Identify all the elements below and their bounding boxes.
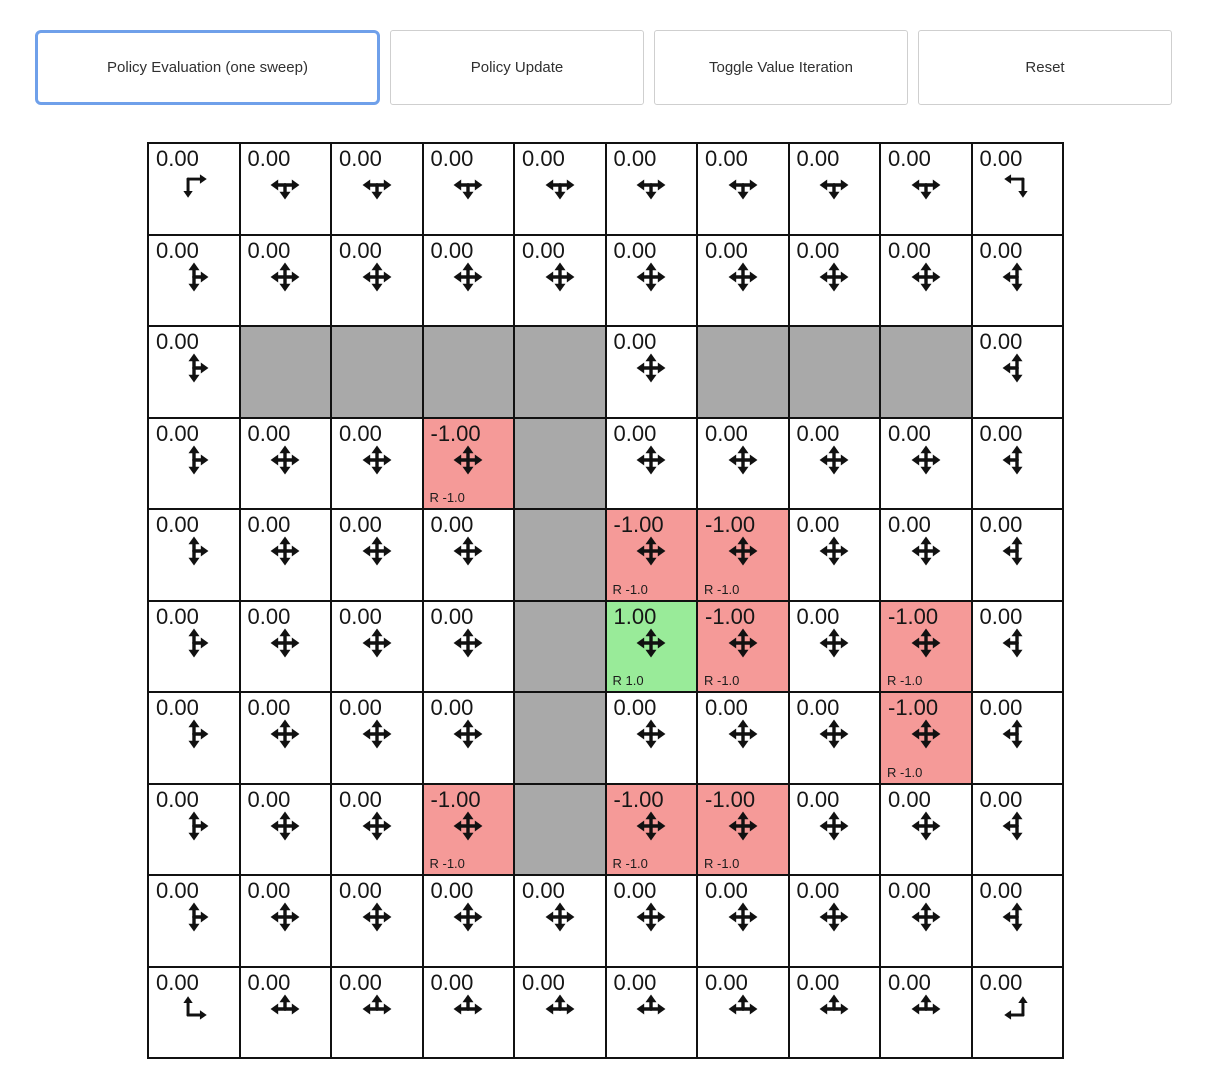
grid-cell[interactable] (606, 418, 698, 510)
grid-cell[interactable] (606, 326, 698, 418)
grid-cell[interactable] (697, 143, 789, 235)
cell-value: -1.00 (613, 786, 664, 812)
cell-value: 0.00 (247, 969, 291, 995)
policy-arrow-icon (634, 351, 668, 385)
policy-arrow-icon (268, 260, 302, 294)
policy-arrow-icon (1000, 809, 1034, 843)
policy-arrow-icon (1000, 351, 1034, 385)
cell-value: 0.00 (796, 420, 840, 446)
cell-value: 0.00 (156, 878, 199, 903)
cell-value: 0.00 (247, 878, 291, 903)
cell-value: 0.00 (796, 146, 840, 171)
grid-cell[interactable] (148, 967, 240, 1059)
policy-arrow-icon (1000, 534, 1034, 568)
policy-evaluation-button[interactable]: Policy Evaluation (one sweep) (35, 30, 380, 105)
wall-cell[interactable] (514, 692, 606, 784)
cell-value: 0.00 (339, 878, 382, 903)
reset-button[interactable]: Reset (918, 30, 1172, 105)
cell-reward: R -1.0 (429, 856, 465, 871)
cell-value: 0.00 (979, 969, 1023, 995)
grid-cell[interactable] (789, 967, 881, 1059)
cell-value: 0.00 (796, 969, 840, 995)
grid-cell[interactable] (240, 875, 332, 967)
cell-value: 0.00 (522, 237, 565, 263)
grid-cell[interactable] (514, 967, 606, 1059)
grid-cell[interactable] (789, 235, 881, 327)
wall-cell[interactable] (423, 326, 515, 418)
policy-arrow-icon (634, 626, 668, 660)
cell-reward: R -1.0 (429, 490, 465, 505)
grid-cell[interactable] (697, 235, 789, 327)
cell-reward: R 1.0 (612, 673, 644, 688)
grid-cell[interactable] (423, 509, 515, 601)
grid-cell[interactable] (606, 875, 698, 967)
policy-arrow-icon (177, 900, 211, 934)
cell-value: 0.00 (888, 237, 931, 263)
policy-arrow-icon (360, 260, 394, 294)
cell-value: 0.00 (613, 146, 657, 171)
toggle-value-iteration-button[interactable]: Toggle Value Iteration (654, 30, 908, 105)
policy-arrow-icon (177, 809, 211, 843)
policy-arrow-icon (726, 168, 760, 202)
policy-arrow-icon (177, 992, 211, 1026)
cell-value: 0.00 (888, 786, 931, 812)
cell-value: 1.00 (613, 603, 657, 629)
policy-arrow-icon (634, 443, 668, 477)
cell-value: 0.00 (796, 695, 840, 720)
cell-value: 0.00 (156, 786, 199, 812)
policy-arrow-icon (543, 992, 577, 1026)
cell-value: 0.00 (705, 420, 748, 446)
grid-cell[interactable] (514, 875, 606, 967)
cell-reward: R -1.0 (704, 856, 740, 871)
policy-arrow-icon (451, 626, 485, 660)
cell-value: 0.00 (613, 420, 657, 446)
cell-value: 0.00 (430, 969, 474, 995)
grid-cell[interactable] (514, 235, 606, 327)
grid-cell[interactable] (423, 601, 515, 693)
policy-arrow-icon (177, 351, 211, 385)
grid-cell[interactable] (423, 784, 515, 876)
policy-arrow-icon (177, 717, 211, 751)
cell-value: 0.00 (979, 512, 1023, 537)
policy-arrow-icon (268, 168, 302, 202)
policy-arrow-icon (360, 626, 394, 660)
policy-arrow-icon (909, 260, 943, 294)
cell-reward: R -1.0 (887, 673, 923, 688)
policy-arrow-icon (177, 260, 211, 294)
cell-reward: R -1.0 (887, 764, 923, 780)
policy-arrow-icon (268, 992, 302, 1026)
grid-cell[interactable] (972, 235, 1064, 327)
grid-cell[interactable] (606, 692, 698, 784)
policy-arrow-icon (1000, 900, 1034, 934)
cell-value: 0.00 (247, 146, 291, 171)
grid-cell[interactable] (697, 784, 789, 876)
policy-arrow-icon (268, 443, 302, 477)
policy-arrow-icon (909, 809, 943, 843)
cell-value: 0.00 (247, 420, 291, 446)
cell-reward: R -1.0 (704, 581, 740, 597)
grid-cell[interactable] (148, 326, 240, 418)
grid-cell[interactable] (789, 418, 881, 510)
policy-arrow-icon (634, 168, 668, 202)
grid-cell[interactable] (331, 875, 423, 967)
cell-reward: R -1.0 (704, 673, 740, 688)
wall-cell[interactable] (514, 326, 606, 418)
policy-arrow-icon (726, 443, 760, 477)
grid-cell[interactable] (423, 967, 515, 1059)
policy-arrow-icon (634, 992, 668, 1026)
policy-arrow-icon (268, 717, 302, 751)
policy-arrow-icon (543, 168, 577, 202)
policy-arrow-icon (909, 900, 943, 934)
policy-arrow-icon (817, 992, 851, 1026)
grid-cell[interactable] (606, 967, 698, 1059)
cell-value: 0.00 (979, 420, 1023, 446)
cell-reward: R -1.0 (612, 581, 648, 597)
grid-cell[interactable] (423, 235, 515, 327)
grid-cell[interactable] (423, 418, 515, 510)
cell-value: 0.00 (339, 146, 382, 171)
policy-arrow-icon (726, 534, 760, 568)
grid-cell[interactable] (240, 692, 332, 784)
cell-value: 0.00 (339, 603, 382, 629)
cell-value: 0.00 (613, 329, 657, 354)
policy-arrow-icon (726, 992, 760, 1026)
policy-arrow-icon (726, 260, 760, 294)
wall-cell[interactable] (514, 784, 606, 876)
policy-arrow-icon (909, 626, 943, 660)
cell-value: 0.00 (430, 512, 474, 537)
grid-cell[interactable] (789, 875, 881, 967)
cell-value: 0.00 (339, 420, 382, 446)
cell-value: 0.00 (430, 603, 474, 629)
cell-value: 0.00 (339, 969, 382, 995)
policy-arrow-icon (909, 443, 943, 477)
policy-arrow-icon (451, 260, 485, 294)
wall-cell[interactable] (514, 601, 606, 693)
policy-arrow-icon (543, 900, 577, 934)
policy-arrow-icon (177, 443, 211, 477)
grid-cell[interactable] (880, 692, 972, 784)
grid-cell[interactable] (972, 967, 1064, 1059)
grid-cell[interactable] (514, 143, 606, 235)
policy-arrow-icon (268, 900, 302, 934)
policy-arrow-icon (268, 809, 302, 843)
grid-cell[interactable] (697, 418, 789, 510)
cell-value: 0.00 (888, 146, 931, 171)
cell-value: 0.00 (156, 146, 199, 171)
policy-arrow-icon (360, 809, 394, 843)
policy-arrow-icon (268, 626, 302, 660)
cell-value: -1.00 (888, 695, 939, 720)
policy-arrow-icon (726, 717, 760, 751)
policy-arrow-icon (543, 260, 577, 294)
wall-cell[interactable] (697, 326, 789, 418)
policy-arrow-icon (817, 443, 851, 477)
cell-value: 0.00 (156, 329, 199, 354)
cell-value: -1.00 (613, 512, 664, 537)
policy-arrow-icon (360, 168, 394, 202)
grid-cell[interactable] (972, 601, 1064, 693)
policy-arrow-icon (726, 626, 760, 660)
cell-value: 0.00 (247, 695, 291, 720)
grid-cell[interactable] (148, 784, 240, 876)
cell-value: 0.00 (247, 603, 291, 629)
grid-cell[interactable] (148, 143, 240, 235)
policy-arrow-icon (451, 809, 485, 843)
wall-cell[interactable] (331, 326, 423, 418)
cell-value: 0.00 (522, 146, 565, 171)
cell-value: 0.00 (156, 512, 199, 537)
grid-cell[interactable] (972, 418, 1064, 510)
grid-cell[interactable] (606, 143, 698, 235)
policy-arrow-icon (451, 717, 485, 751)
grid-cell[interactable] (331, 967, 423, 1059)
grid-cell[interactable] (423, 692, 515, 784)
grid-cell[interactable] (331, 692, 423, 784)
grid-cell[interactable] (606, 601, 698, 693)
policy-arrow-icon (817, 717, 851, 751)
cell-value: 0.00 (705, 878, 748, 903)
grid-cell[interactable] (697, 875, 789, 967)
cell-value: 0.00 (339, 695, 382, 720)
cell-value: 0.00 (339, 237, 382, 263)
policy-arrow-icon (451, 900, 485, 934)
cell-value: -1.00 (430, 786, 481, 812)
cell-value: 0.00 (705, 969, 748, 995)
grid-cell[interactable] (880, 509, 972, 601)
policy-arrow-icon (817, 900, 851, 934)
policy-arrow-icon (451, 443, 485, 477)
cell-value: 0.00 (979, 603, 1023, 629)
cell-value: 0.00 (430, 878, 474, 903)
grid-cell[interactable] (240, 235, 332, 327)
policy-arrow-icon (360, 534, 394, 568)
cell-value: 0.00 (339, 512, 382, 537)
cell-value: 0.00 (613, 695, 657, 720)
cell-value: 0.00 (430, 237, 474, 263)
cell-value: 0.00 (979, 878, 1023, 903)
grid-cell[interactable] (789, 601, 881, 693)
cell-value: -1.00 (705, 512, 756, 537)
grid-cell[interactable] (331, 601, 423, 693)
cell-value: 0.00 (705, 695, 748, 720)
cell-value: 0.00 (156, 420, 199, 446)
policy-arrow-icon (817, 534, 851, 568)
grid-cell[interactable] (240, 143, 332, 235)
policy-arrow-icon (909, 992, 943, 1026)
policy-arrow-icon (817, 168, 851, 202)
grid-cell[interactable] (880, 235, 972, 327)
grid-cell[interactable] (240, 967, 332, 1059)
cell-reward: R -1.0 (612, 856, 648, 871)
grid-cell[interactable] (972, 784, 1064, 876)
toolbar (35, 30, 1172, 105)
policy-arrow-icon (268, 534, 302, 568)
cell-value: 0.00 (705, 146, 748, 171)
grid-cell[interactable] (880, 418, 972, 510)
grid-cell[interactable] (789, 692, 881, 784)
cell-value: 0.00 (430, 695, 474, 720)
grid-cell[interactable] (606, 784, 698, 876)
cell-value: 0.00 (247, 237, 291, 263)
grid-cell[interactable] (240, 784, 332, 876)
policy-arrow-icon (1000, 626, 1034, 660)
grid-cell[interactable] (972, 875, 1064, 967)
policy-arrow-icon (360, 717, 394, 751)
grid-cell[interactable] (423, 875, 515, 967)
grid-cell[interactable] (240, 601, 332, 693)
grid-cell[interactable] (148, 692, 240, 784)
grid-cell[interactable] (331, 509, 423, 601)
cell-value: 0.00 (796, 603, 840, 629)
cell-value: 0.00 (430, 146, 474, 171)
cell-value: 0.00 (979, 329, 1023, 354)
policy-arrow-icon (1000, 717, 1034, 751)
cell-value: 0.00 (522, 878, 565, 903)
policy-arrow-icon (634, 809, 668, 843)
grid-cell[interactable] (789, 784, 881, 876)
cell-value: 0.00 (888, 969, 931, 995)
cell-value: 0.00 (979, 695, 1023, 720)
cell-value: 0.00 (705, 237, 748, 263)
cell-value: 0.00 (888, 512, 931, 537)
cell-value: 0.00 (156, 969, 199, 995)
cell-value: 0.00 (796, 786, 840, 812)
grid-cell[interactable] (148, 509, 240, 601)
cell-value: 0.00 (613, 969, 657, 995)
grid-cell[interactable] (697, 967, 789, 1059)
policy-arrow-icon (634, 717, 668, 751)
cell-value: 0.00 (156, 237, 199, 263)
policy-arrow-icon (360, 992, 394, 1026)
wall-cell[interactable] (240, 326, 332, 418)
grid-cell[interactable] (148, 418, 240, 510)
policy-arrow-icon (1000, 992, 1034, 1026)
cell-value: 0.00 (979, 237, 1023, 263)
wall-cell[interactable] (514, 418, 606, 510)
cell-value: -1.00 (705, 603, 756, 629)
grid-cell[interactable] (331, 418, 423, 510)
grid-cell[interactable] (331, 784, 423, 876)
cell-value: 0.00 (888, 878, 931, 903)
policy-arrow-icon (909, 717, 943, 751)
policy-arrow-icon (817, 809, 851, 843)
grid-cell[interactable] (331, 143, 423, 235)
grid-cell[interactable] (697, 601, 789, 693)
policy-arrow-icon (1000, 260, 1034, 294)
cell-value: 0.00 (339, 786, 382, 812)
grid-cell[interactable] (789, 143, 881, 235)
policy-arrow-icon (177, 534, 211, 568)
policy-arrow-icon (451, 534, 485, 568)
grid-cell[interactable] (972, 326, 1064, 418)
cell-value: 0.00 (796, 512, 840, 537)
wall-cell[interactable] (880, 326, 972, 418)
cell-value: 0.00 (247, 786, 291, 812)
grid-cell[interactable] (880, 967, 972, 1059)
policy-arrow-icon (177, 168, 211, 202)
policy-arrow-icon (451, 992, 485, 1026)
policy-arrow-icon (634, 534, 668, 568)
grid-cell[interactable] (606, 509, 698, 601)
policy-arrow-icon (726, 900, 760, 934)
cell-value: 0.00 (156, 695, 199, 720)
cell-value: -1.00 (888, 603, 939, 629)
grid-cell[interactable] (880, 601, 972, 693)
grid-cell[interactable] (240, 509, 332, 601)
policy-arrow-icon (909, 168, 943, 202)
grid-cell[interactable] (606, 235, 698, 327)
grid-cell[interactable] (972, 143, 1064, 235)
cell-value: 0.00 (613, 878, 657, 903)
cell-value: 0.00 (522, 969, 565, 995)
policy-arrow-icon (817, 260, 851, 294)
grid-cell[interactable] (880, 784, 972, 876)
grid-cell[interactable] (240, 418, 332, 510)
grid-cell[interactable] (697, 509, 789, 601)
policy-arrow-icon (634, 260, 668, 294)
grid-cell[interactable] (972, 692, 1064, 784)
cell-value: -1.00 (705, 786, 756, 812)
cell-value: 0.00 (979, 146, 1023, 171)
policy-arrow-icon (177, 626, 211, 660)
gridworld-grid (147, 142, 1064, 1059)
grid-cell[interactable] (148, 601, 240, 693)
cell-value: -1.00 (430, 420, 481, 446)
policy-update-button[interactable]: Policy Update (390, 30, 644, 105)
wall-cell[interactable] (514, 509, 606, 601)
policy-arrow-icon (1000, 168, 1034, 202)
grid-cell[interactable] (697, 692, 789, 784)
cell-value: 0.00 (796, 878, 840, 903)
cell-value: 0.00 (613, 237, 657, 263)
grid-cell[interactable] (148, 235, 240, 327)
cell-value: 0.00 (796, 237, 840, 263)
cell-value: 0.00 (156, 603, 199, 629)
policy-arrow-icon (1000, 443, 1034, 477)
grid-cell[interactable] (880, 875, 972, 967)
policy-arrow-icon (726, 809, 760, 843)
grid-cell[interactable] (423, 143, 515, 235)
wall-cell[interactable] (789, 326, 881, 418)
grid-cell[interactable] (880, 143, 972, 235)
policy-arrow-icon (909, 534, 943, 568)
cell-value: 0.00 (888, 420, 931, 446)
grid-cell[interactable] (331, 235, 423, 327)
policy-arrow-icon (451, 168, 485, 202)
grid-cell[interactable] (972, 509, 1064, 601)
policy-arrow-icon (817, 626, 851, 660)
cell-value: 0.00 (247, 512, 291, 537)
cell-value: 0.00 (979, 786, 1023, 812)
policy-arrow-icon (360, 900, 394, 934)
policy-arrow-icon (634, 900, 668, 934)
policy-arrow-icon (360, 443, 394, 477)
grid-cell[interactable] (148, 875, 240, 967)
grid-cell[interactable] (789, 509, 881, 601)
